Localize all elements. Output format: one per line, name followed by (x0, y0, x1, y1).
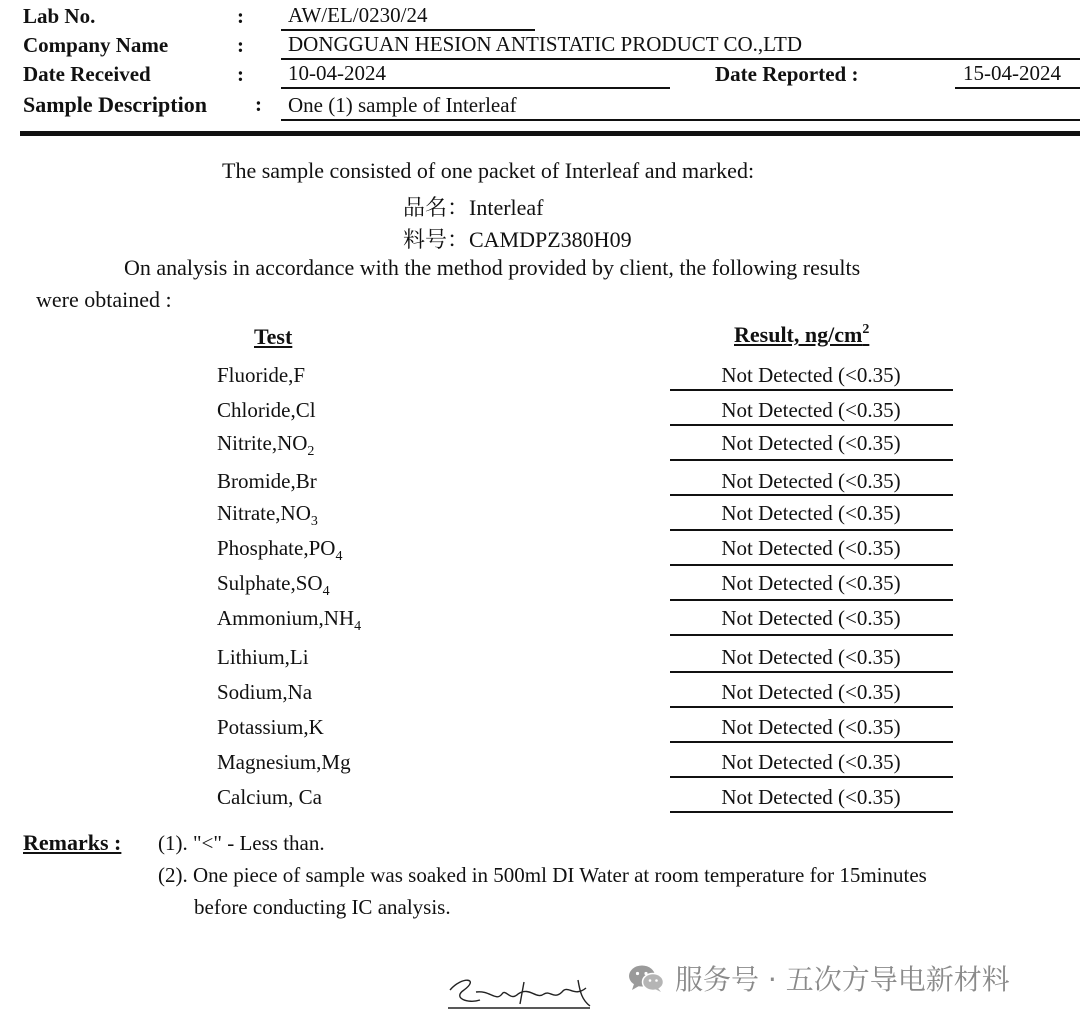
table-row-result: Not Detected (<0.35) (721, 501, 901, 525)
test-name: Nitrate,NO (217, 501, 311, 525)
table-row-result: Not Detected (<0.35) (721, 571, 901, 595)
date-received-colon: : (237, 62, 244, 86)
test-name: Sodium,Na (217, 680, 313, 704)
wechat-icon (627, 963, 665, 993)
test-name-subscript: 4 (335, 549, 343, 564)
table-row-result: Not Detected (<0.35) (721, 469, 901, 493)
test-name-subscript: 2 (307, 444, 315, 459)
table-row-result: Not Detected (<0.35) (721, 785, 901, 809)
test-name-subscript: 4 (322, 584, 330, 599)
analysis-line-2: were obtained : (36, 287, 172, 312)
table-row-test (217, 571, 330, 599)
table-row-result: Not Detected (<0.35) (721, 363, 901, 387)
table-header-result (734, 322, 869, 348)
date-received-underline (281, 87, 670, 89)
table-row-result: Not Detected (<0.35) (721, 645, 901, 669)
result-underline (670, 459, 953, 461)
date-received-value: 10-04-2024 (288, 61, 386, 85)
result-underline (670, 389, 953, 391)
table-row-result: Not Detected (<0.35) (721, 398, 901, 422)
result-underline (670, 706, 953, 708)
result-underline (670, 671, 953, 673)
sample-description-value: One (1) sample of Interleaf (288, 93, 517, 117)
table-row-result: Not Detected (<0.35) (721, 431, 901, 455)
watermark (627, 958, 1010, 998)
table-row-result: Not Detected (<0.35) (721, 750, 901, 774)
result-underline (670, 741, 953, 743)
test-name: Fluoride,F (217, 363, 306, 387)
remark-2-line-1: (2). One piece of sample was soaked in 500ml DI Water at room temperature for 15minutes (158, 863, 927, 887)
table-row-test (217, 363, 305, 388)
test-name: Potassium,K (217, 715, 324, 739)
test-name-subscript: 4 (354, 619, 362, 634)
result-underline (670, 424, 953, 426)
table-header-result-text: Result, ng/cm (734, 322, 863, 347)
analysis-line-1: On analysis in accordance with the method provided by client, the following results (124, 255, 861, 280)
date-reported-underline (955, 87, 1080, 89)
table-row-test (217, 501, 318, 529)
table-row-test (217, 785, 322, 810)
lab-no-underline (281, 29, 535, 31)
lab-no-label: Lab No. (23, 4, 96, 28)
sample-description-label: Sample Description (23, 92, 207, 117)
table-header-result-sup: 2 (862, 322, 870, 337)
date-reported-value: 15-04-2024 (963, 61, 1061, 85)
header-divider (20, 131, 1080, 136)
intro-line: The sample consisted of one packet of Interleaf and marked: (222, 158, 755, 183)
result-underline (670, 564, 953, 566)
company-name-colon: : (237, 33, 244, 57)
table-row-test (217, 536, 343, 564)
table-row-result: Not Detected (<0.35) (721, 680, 901, 704)
result-underline (670, 529, 953, 531)
table-row-test (217, 606, 362, 634)
remark-1: (1). "<" - Less than. (158, 831, 325, 855)
table-row-test (217, 469, 317, 494)
result-underline (670, 494, 953, 496)
test-name: Lithium,Li (217, 645, 309, 669)
test-name: Ammonium,NH (217, 606, 355, 630)
part-no-line: 料号：CAMDPZ380H09 (403, 227, 632, 252)
sample-description-colon: : (255, 92, 262, 116)
test-name: Nitrite,NO (217, 431, 308, 455)
table-row-result: Not Detected (<0.35) (721, 715, 901, 739)
table-row-test (217, 645, 309, 670)
table-row-result: Not Detected (<0.35) (721, 536, 901, 560)
product-name-line: 品名：Interleaf (403, 195, 544, 220)
test-name: Sulphate,SO (217, 571, 323, 595)
table-row-test (217, 715, 324, 740)
date-reported-label: Date Reported : (715, 62, 859, 86)
test-name: Phosphate,PO (217, 536, 336, 560)
test-name: Chloride,Cl (217, 398, 316, 422)
result-underline (670, 599, 953, 601)
table-row-test (217, 750, 351, 775)
table-row-result: Not Detected (<0.35) (721, 606, 901, 630)
test-name: Bromide,Br (217, 469, 317, 493)
table-row-test (217, 431, 315, 459)
date-received-label: Date Received (23, 62, 151, 86)
remark-2-line-2: before conducting IC analysis. (194, 895, 451, 919)
table-header-test: Test (254, 324, 293, 349)
company-name-underline (281, 58, 1080, 60)
test-name: Calcium, Ca (217, 785, 322, 809)
company-name-label: Company Name (23, 33, 169, 57)
signature (440, 970, 610, 1018)
sample-description-underline (281, 119, 1080, 121)
watermark-text: 服务号 · 五次方导电新材料 (675, 963, 1010, 996)
table-row-test (217, 680, 312, 705)
result-underline (670, 634, 953, 636)
result-underline (670, 776, 953, 778)
test-name-subscript: 3 (310, 514, 318, 529)
lab-no-value: AW/EL/0230/24 (288, 3, 428, 27)
lab-no-colon: : (237, 4, 244, 28)
company-name-value: DONGGUAN HESION ANTISTATIC PRODUCT CO.,LTD (288, 32, 803, 56)
result-underline (670, 811, 953, 813)
remarks-label: Remarks : (23, 830, 122, 855)
test-name: Magnesium,Mg (217, 750, 351, 774)
table-row-test (217, 398, 316, 423)
